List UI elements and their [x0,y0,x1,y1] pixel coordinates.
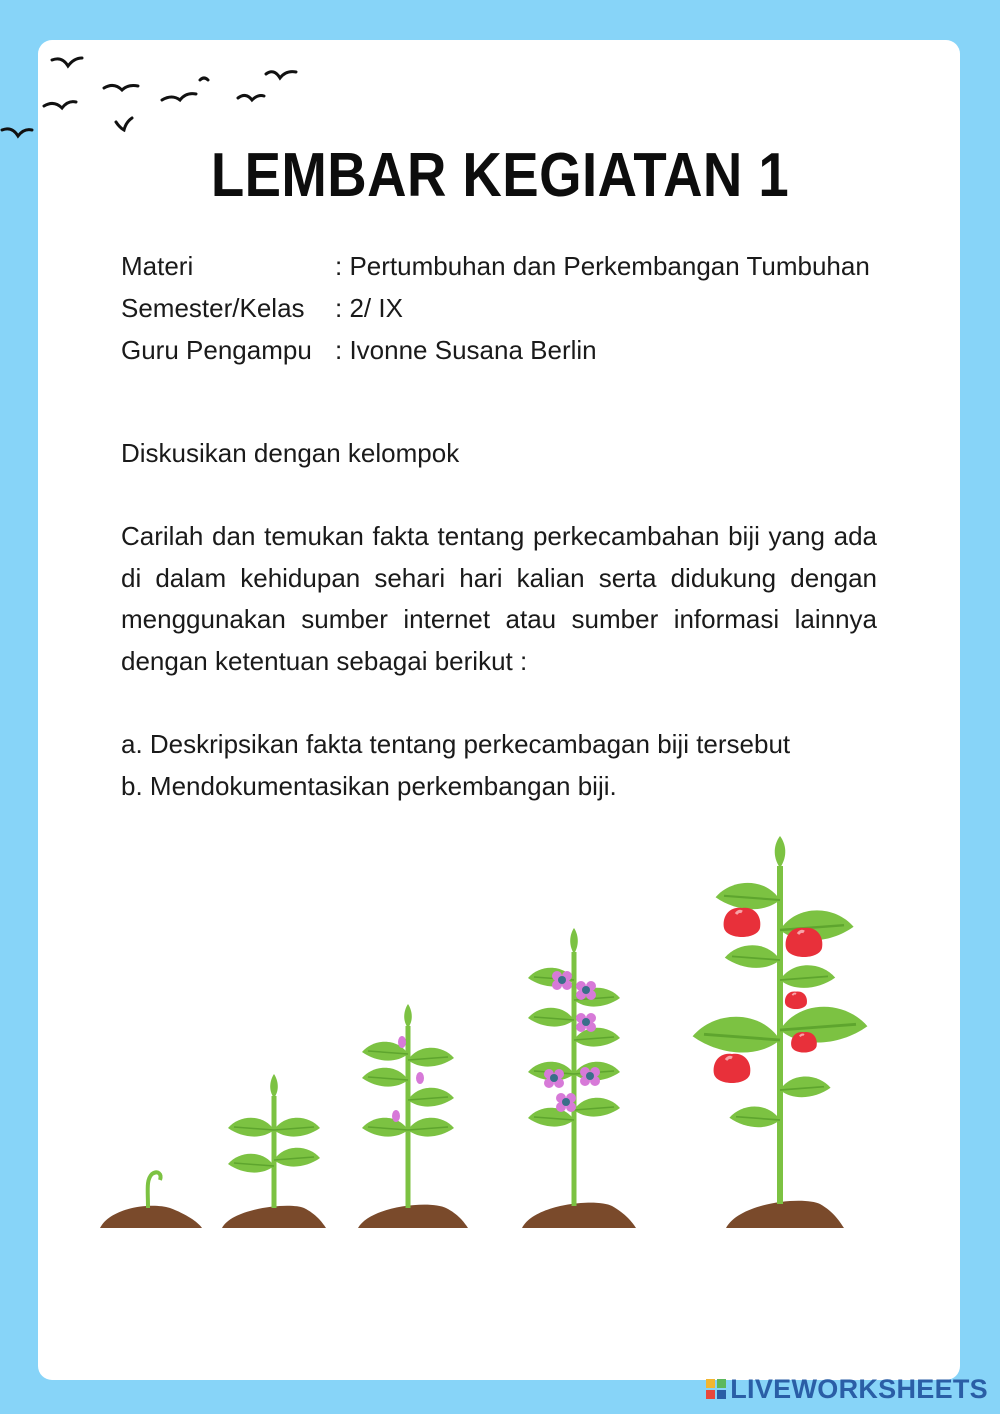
liveworksheets-logo-icon [706,1379,726,1399]
info-value: : 2/ IX [335,293,403,323]
info-value: : Pertumbuhan dan Perkembangan Tumbuhan [335,251,870,281]
discussion-heading: Diskusikan dengan kelompok [121,438,460,468]
flying-birds-decoration [0,50,320,150]
instruction-paragraph: Carilah dan temukan fakta tentang perkecambahan biji yang ada di dalam kehidupan sehari hari kalian serta didukung dengan menggunakan sumber internet atau sumber informasi lainnya dengan ketentuan sebagai berikut : [121,521,877,676]
plant-stage-3 [358,1004,468,1228]
task-item: a. Deskripsikan fakta tentang perkecambagan biji tersebut [121,729,791,759]
liveworksheets-branding[interactable] [706,1374,988,1404]
task-item: b. Mendokumentasikan perkembangan biji. [121,770,617,801]
brand-name: LIVEWORKSHEETS [730,1373,988,1404]
task-list [121,724,877,807]
worksheet-info [121,248,870,374]
plant-growth-illustration [90,830,910,1240]
info-row-materi [121,248,870,290]
plant-stage-4 [522,928,636,1228]
info-label: Guru Pengampu [121,335,312,365]
plant-stage-2 [222,1074,326,1228]
info-row-guru [121,332,870,374]
info-row-semester [121,290,870,332]
page-title: LEMBAR KEGIATAN 1 [210,141,790,210]
info-value: : Ivonne Susana Berlin [335,335,597,365]
plant-stage-5 [693,836,868,1228]
plant-stage-1 [100,1172,202,1228]
info-label: Materi [121,251,194,281]
info-label: Semester/Kelas [121,293,305,323]
